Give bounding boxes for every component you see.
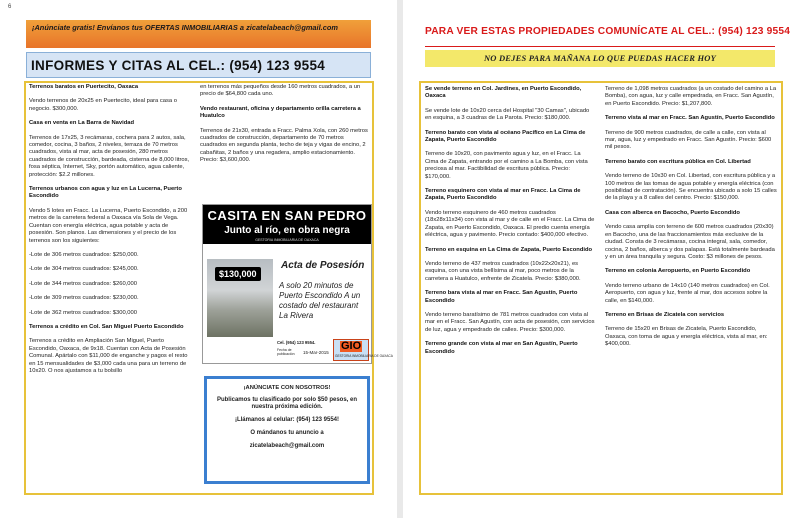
listings-column-1 — [29, 84, 192, 382]
ad-anunciate — [204, 376, 370, 484]
slogan-bar — [425, 50, 775, 67]
ad-detail: A solo 20 minutos de Puerto Escondido A un costado del restaurant La Rivera — [279, 281, 361, 320]
listing-heading: Terrenos a crédito en Col. San Miguel Puerto Escondido — [29, 323, 184, 330]
listings-column-1 — [425, 86, 595, 363]
listings-column-2 — [200, 84, 368, 172]
listing-text: Terreno de 15x20 en Brisas de Zicatela, Puerto Escondido, Oaxaca, con toma de agua y energía eléctrica, vista al mar, en: $400,000. — [605, 326, 768, 348]
listing-text: -Lote de 304 metros cuadrados: $245,000. — [29, 266, 139, 273]
gio-logo-text: GIO — [341, 340, 362, 352]
ad2-line3: O mándanos tu anuncio a — [250, 430, 324, 436]
listing-heading: Terreno grande con vista al mar en San Agustín, Puerto Escondido — [425, 341, 578, 355]
right-page-title-text: PARA VER ESTAS PROPIEDADES COMUNÍCATE AL CEL.: (954) 123 9554 — [425, 26, 791, 37]
listing-text: Terrenos de 21x30, entrada a Fracc. Palma Xola, con 260 metros cuadrados de construcción, departamento de 70 metros cuadrados en segunda planta, techo de teja y vigas de encino, 2 cabañitas, 2 baños y una regadera, amplio estacionamiento. Precio: $3,600,000. — [200, 127, 368, 164]
listing-text: Vendo terreno de 437 metros cuadrados (10x22x20x21), es esquina, con una vista bellísima al mar, poco metros de la carretera a Huatulco, enfrente de Zicatela. Precio: $380,000. — [425, 260, 581, 282]
gio-logo — [333, 339, 393, 361]
listing-heading: Terreno vista al mar en Fracc. San Agustín, Puerto Escondido — [605, 115, 775, 122]
listing-text: Vendo terreno esquinero de 460 metros cuadrados (18x28x11x34) con vista al mar y de calle en el Fracc. La Cima de Zapata, en Puerto Escondido, Oaxaca. El predio cuenta energía eléctrica, agua y pavimento. Precio contado: $400,000 efectivo. — [425, 209, 595, 239]
right-page — [403, 0, 800, 518]
listing-heading: Terreno barato con vista al océano Pacífico en La Cima de Zapata, Puerto Escondido — [425, 129, 586, 144]
ad-agency: GESTORIA INMOBILIARIA DE OAXACA — [255, 238, 319, 242]
title-divider — [425, 46, 775, 47]
ad2-headline: ¡ANÚNCIATE CON NOSOTROS! — [243, 385, 331, 391]
ad-date: 15-Mar-2015 — [303, 350, 329, 355]
listing-text: Terreno de 900 metros cuadrados, de calle a calle, con vista al mar, agua, luz y empedrado en Fracc. San Agustín. Precio: $600 mil pesos. — [605, 129, 772, 151]
ad2-email-link[interactable]: zicatelabeach@gmail.com — [249, 443, 325, 449]
ad2-line1: Publicamos tu clasificado por solo $50 pesos, en nuestra próxima edición. — [216, 397, 358, 410]
listing-text: Terreno de 1,098 metros cuadrados (a un costado del camino a La Bomba), con agua, luz y calle empedrada, en Fracc. San Agustín, en Puerto Escondido. Precio: $1,207,800. — [605, 86, 777, 107]
left-page — [0, 0, 397, 518]
ad-phone: Cel. (954) 123 9554. — [277, 340, 316, 345]
listing-text: -Lote de 362 metros cuadrados: $300,000 — [29, 309, 137, 316]
ad-date-label: Fecha de publicación — [277, 348, 295, 356]
listing-heading: Terrenos urbanos con agua y luz en La Lucerna, Puerto Escondido — [29, 186, 182, 200]
page-title — [26, 52, 371, 78]
page-number: 6 — [8, 4, 12, 10]
promo-banner-text: ¡Anúnciate gratis! Envíanos tus OFERTAS INMOBILIARIAS a zicatelabeach@gmail.com — [32, 23, 338, 32]
listing-text: -Lote de 306 metros cuadrados: $250,000. — [29, 251, 139, 258]
listing-text: Terrenos de 17x25, 3 recámaras, cochera para 2 autos, sala, comedor, cocina, 3 baños, 2 niveles, terraza de 70 metros cuadrados, vista al mar, acta de posesión, 280 metros cuadrados de construcción, bardeada, cisterna de 8,000 litros, fosa séptica, Internet, Sky, portón automático, agua caliente, protección: $2.2 millones. — [29, 134, 190, 178]
ad-subhead: Junto al río, en obra negra — [224, 225, 350, 236]
ad-header — [203, 205, 371, 244]
price-badge: $130,000 — [215, 267, 261, 281]
listing-heading: Vendo restaurant, oficina y departamento orilla carretera a Huatulco — [200, 105, 361, 120]
listing-text: Vendo terreno urbano de 14x10 (140 metros cuadrados) en Col. Aeropuerto, con agua y luz, frente al mar, dos accesos sobre la calle, en $140,000. — [605, 282, 770, 304]
listing-text: Vendo terreno de 10x30 en Col. Libertad, con escritura pública y a 100 metros de las tomas de agua potable y energía eléctrica (con posibilidad de contratación). Se encuentra ubicado a solo 15 calles de la playa y a 8 calles del centro. Precio: $150,000. — [605, 173, 777, 202]
ad-headline: CASITA EN SAN PEDRO — [207, 208, 367, 223]
listing-heading: Terreno esquinero con vista al mar en Fracc. La Cima de Zapata, Puerto Escondido — [425, 188, 581, 202]
right-page-title — [425, 26, 791, 37]
page-title-text: INFORMES Y CITAS AL CEL.: (954) 123 9554 — [31, 58, 326, 73]
listing-heading: Casa en venta en La Barra de Navidad — [29, 120, 135, 127]
listing-heading: Terreno en Brisas de Zicatela con servicios — [605, 311, 725, 318]
promo-banner — [26, 20, 371, 48]
ad-casita-san-pedro — [202, 204, 393, 364]
ad2-line2: ¡Llámanos al celular: (954) 123 9554! — [234, 417, 340, 423]
listing-text: Terreno de 10x20, con pavimento agua y luz, en el Fracc. La Cima de Zapata, entrando por el camino a La Bomba, con vista preciosa al mar. Factibilidad de escritura pública. Precio: $170,000. — [425, 151, 588, 180]
listing-text: Vendo terrenos de 20x25 en Puertecito, ideal para casa o negocio. $300,000. — [29, 98, 177, 112]
slogan-text: NO DEJES PARA MAÑANA LO QUE PUEDAS HACER HOY — [483, 53, 717, 63]
listing-heading: Se vende terreno en Col. Jardines, en Puerto Escondido, Oaxaca — [425, 86, 582, 100]
listing-text: -Lote de 309 metros cuadrados: $230,000. — [29, 295, 139, 302]
gio-logo-sub: GESTORIA INMOBILIARIA DE OAXACA — [335, 354, 393, 358]
ad-feature: Acta de Posesión — [281, 260, 365, 271]
listing-heading: Terreno barato con escritura pública en Col. Libertad — [605, 158, 751, 165]
listing-text: Vendo 5 lotes en Fracc. La Lucerna, Puerto Escondido, a 200 metros de la carretera federal a Oaxaca vía Sola de Vega. Cuentan con energía eléctrica, agua potable y acta de posesión. Son planos. Las dimensiones y el precio de los terrenos son los siguientes: — [29, 207, 188, 244]
listing-heading: Terreno bara vista al mar en Fracc. San Agustín, Puerto Escondido — [425, 290, 578, 304]
listing-heading: Terreno en esquina en La Cima de Zapata, Puerto Escondido — [425, 246, 593, 253]
listing-text: -Lote de 344 metros cuadrados: $260,000 — [29, 280, 137, 287]
listing-heading: Terrenos baratos en Puertecito, Oaxaca — [29, 84, 139, 90]
listings-column-2 — [605, 86, 777, 356]
listing-text: Vendo terreno baratísimo de 781 metros cuadrados con vista al mar en el Fracc. San Agustín, con acta de posesión, con servicios de luz, agua y empedrado de calles. Precio: $300,000. — [425, 311, 595, 333]
listing-text: Se vende lote de 10x20 cerca del Hospital "30 Camas", ubicado en esquina, a 3 cuadras de La Parota. Precio: $180,000. — [425, 107, 590, 122]
listing-text: Terrenos a crédito en Ampliación San Miguel, Puerto Escondido, Oaxaca, de 9x18. Cuentan con Acta de Posesión Comunal. Apártalo con $11,000 de enganche y pagos el resto en 15 mensualidades de $3,000 cada una para un terreno de 10x20. O nos ajustamos a tu bolsillo — [29, 338, 188, 374]
listing-heading: Casa con alberca en Bacocho, Puerto Escondido — [605, 209, 740, 216]
listing-text: en terrenos más pequeños desde 160 metros cuadrados, a un precio de $64,800 cada uno. — [200, 84, 361, 98]
listing-heading: Terreno en colonia Aeropuerto, en Puerto Escondido — [605, 268, 751, 275]
listing-text: Vendo casa amplia con terreno de 600 metros cuadrados (20x30) en Bacocho, una de las fraccionamientos más exclusive de la ciudad. Consta de 3 recámaras, cocina integral, sala, comedor, cocina, 2 baños, alberca y dos palapas. Está totalmente bardeada y en un área tranquila y segura. Costo: $3 millones de pesos. — [605, 224, 775, 260]
